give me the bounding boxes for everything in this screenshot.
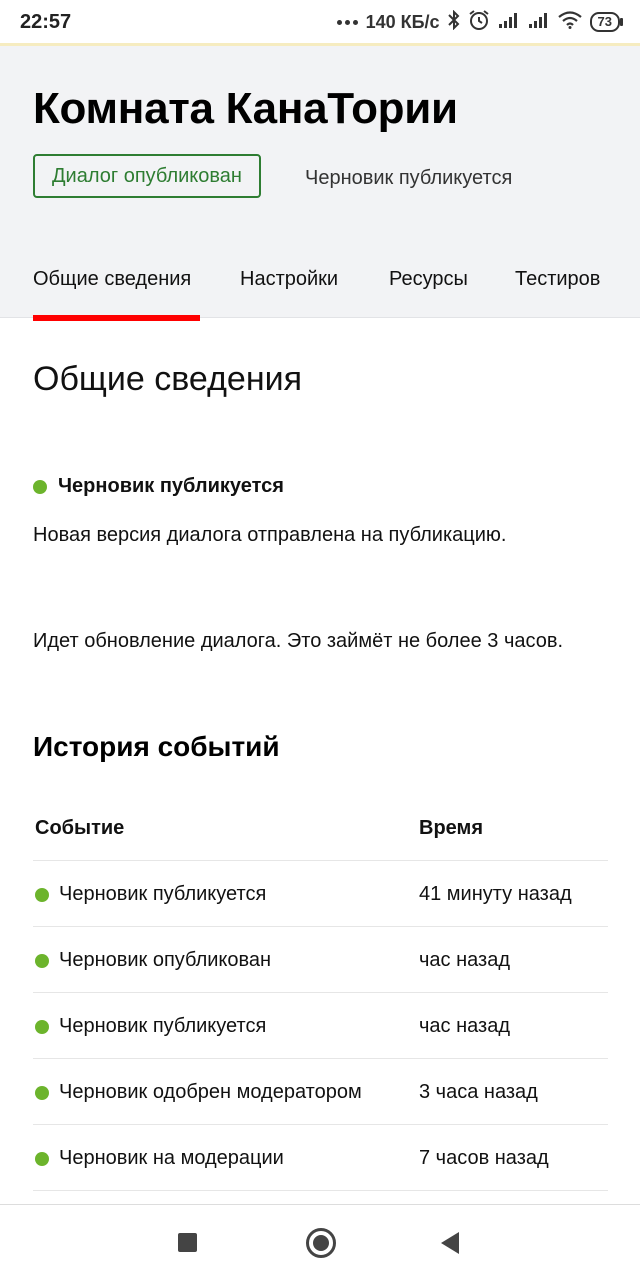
- status-dot-icon: [33, 480, 47, 494]
- tab-resources[interactable]: Ресурсы: [389, 268, 468, 290]
- tab-testing[interactable]: Тестиров: [515, 268, 601, 290]
- status-bar: [0, 0, 640, 46]
- home-circle-icon[interactable]: [306, 1228, 336, 1258]
- update-note: Идет обновление диалога. Это займёт не более 3 часов.: [33, 630, 564, 652]
- time-cell: 41 минуту назад: [419, 883, 572, 905]
- status-description: Новая версия диалога отправлена на публикацию.: [33, 524, 507, 546]
- room-header: [0, 46, 640, 318]
- draft-status-line: [33, 475, 284, 498]
- network-speed: 140 КБ/с: [365, 11, 440, 32]
- status-time: 22:57: [20, 11, 72, 33]
- wifi-icon: [558, 11, 582, 34]
- history-title: История событий: [33, 731, 280, 762]
- tab-bar: [0, 252, 640, 318]
- event-label: Черновик одобрен модератором: [59, 1081, 362, 1103]
- time-cell: час назад: [419, 1015, 511, 1037]
- table-row: [33, 1059, 608, 1125]
- tab-settings[interactable]: Настройки: [240, 268, 339, 290]
- event-cell: [35, 1015, 266, 1038]
- status-dot-icon: [35, 888, 49, 902]
- event-label: Черновик публикуется: [59, 1015, 267, 1037]
- tab-general-info[interactable]: Общие сведения: [33, 268, 192, 290]
- signal-icon: [498, 12, 520, 33]
- status-label: Черновик публикуется: [58, 475, 284, 497]
- published-status-badge: Диалог опубликован: [33, 154, 261, 198]
- system-nav-bar: [0, 1204, 640, 1281]
- event-cell: [35, 949, 271, 972]
- table-row: [33, 1125, 608, 1191]
- section-title: Общие сведения: [33, 360, 303, 398]
- time-cell: 3 часа назад: [419, 1081, 538, 1103]
- table-row: [33, 927, 608, 993]
- column-header-event: Событие: [35, 817, 125, 839]
- battery-icon: 73: [590, 12, 620, 32]
- time-cell: 7 часов назад: [419, 1147, 549, 1169]
- event-cell: [35, 1081, 362, 1104]
- table-row: [33, 861, 608, 927]
- table-header: [33, 795, 608, 861]
- page-title: Комната КанаТории: [33, 84, 458, 133]
- event-label: Черновик на модерации: [59, 1147, 284, 1169]
- alarm-icon: [468, 9, 490, 36]
- signal-icon: [528, 12, 550, 33]
- time-cell: час назад: [419, 949, 511, 971]
- event-label: Черновик публикуется: [59, 883, 267, 905]
- table-row: [33, 993, 608, 1059]
- status-dot-icon: [35, 1020, 49, 1034]
- active-tab-indicator: [33, 315, 200, 321]
- status-dot-icon: [35, 1152, 49, 1166]
- back-triangle-icon[interactable]: [441, 1232, 459, 1254]
- status-dot-icon: [35, 1086, 49, 1100]
- history-table: [33, 795, 608, 1191]
- event-cell: [35, 1147, 284, 1170]
- status-dot-icon: [35, 954, 49, 968]
- bluetooth-icon: [448, 10, 460, 35]
- draft-status-text: Черновик публикуется: [305, 167, 513, 189]
- column-header-time: Время: [419, 817, 483, 839]
- dots-icon: [337, 20, 358, 25]
- event-cell: [35, 883, 266, 906]
- recents-square-icon[interactable]: [178, 1233, 197, 1252]
- event-label: Черновик опубликован: [59, 949, 272, 971]
- status-icons: [337, 9, 620, 35]
